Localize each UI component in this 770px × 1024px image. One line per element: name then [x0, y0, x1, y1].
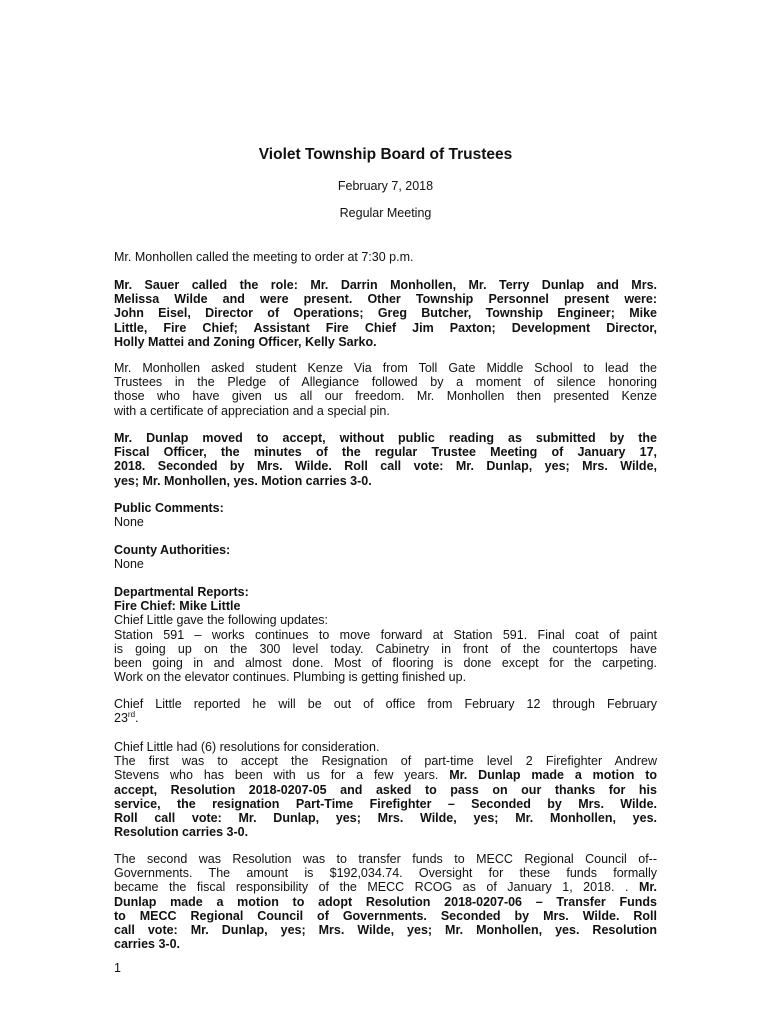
text-line: Holly Mattei and Zoning Officer, Kelly Sarko. [114, 334, 377, 349]
text-line [114, 825, 657, 839]
county-authorities-heading: County Authorities: [114, 543, 231, 557]
date-period: . [135, 711, 139, 726]
page-number: 1 [114, 961, 121, 975]
pledge-paragraph [114, 361, 657, 418]
text-line [114, 811, 657, 825]
text-line [114, 866, 657, 880]
text-line [114, 783, 657, 797]
public-comments-section [114, 501, 657, 529]
text-line: Chief Little reported he will be out of office from February 12 through February [114, 697, 657, 711]
text-line: Trustees in the Pledge of Allegiance followed by a moment of silence honoring [114, 375, 657, 390]
document-title: Violet Township Board of Trustees [258, 146, 513, 163]
text-span: Roll call vote: Mr. Dunlap, yes; Mrs. Wilde, yes; Mr. Monhollen, yes. [114, 811, 657, 826]
text-line: Work on the elevator continues. Plumbing is getting finished up. [114, 670, 467, 685]
out-of-office-paragraph [114, 697, 657, 725]
resolutions-intro: Chief Little had (6) resolutions for consideration. [114, 740, 380, 754]
text-line [114, 895, 657, 909]
text-span: accept, Resolution 2018-0207-05 and asked to pass on our thanks for his [114, 782, 657, 797]
text-line: with a certificate of appreciation and a special pin. [114, 403, 390, 418]
text-span: service, the resignation Part-Time Firefighter – Seconded by Mrs. Wilde. [114, 796, 657, 811]
meeting-date: February 7, 2018 [337, 179, 434, 193]
text-line [114, 711, 657, 725]
call-to-order: Mr. Monhollen called the meeting to order at 7:30 p.m. [114, 250, 414, 264]
text-span: The second was Resolution was to transfer funds to MECC Regional Council of-- [114, 852, 657, 866]
date-day: 23 [114, 711, 128, 726]
meeting-type: Regular Meeting [339, 206, 432, 220]
text-line: is going up on the 300 level today. Cabinetry in front of the countertops have [114, 641, 657, 656]
public-comments-heading: Public Comments: [114, 501, 224, 515]
fire-chief-subheading: Fire Chief: Mike Little [114, 599, 241, 614]
text-line: been going in and almost done. Most of flooring is done except for the carpeting. [114, 656, 657, 671]
text-line [114, 909, 657, 923]
roll-call-paragraph [114, 278, 657, 349]
text-line: yes; Mr. Monhollen, yes. Motion carries 3-0. [114, 473, 372, 488]
departmental-reports-section [114, 585, 657, 684]
text-span: Stevens who has been with us for a few years. [114, 768, 450, 783]
text-span: Mr. Dunlap made a motion to [449, 768, 657, 783]
text-line: Melissa Wilde and were present. Other Township Personnel present were: [114, 292, 657, 307]
county-authorities-section [114, 543, 657, 571]
text-line [114, 852, 657, 866]
text-line [114, 768, 657, 782]
text-line: Station 591 – works continues to move forward at Station 591. Final coat of paint [114, 627, 657, 642]
public-comments-text: None [114, 515, 144, 530]
text-span: Resolution carries 3-0. [114, 825, 249, 840]
updates-intro: Chief Little gave the following updates: [114, 613, 329, 628]
text-line: Mr. Monhollen asked student Kenze Via from Toll Gate Middle School to lead the [114, 361, 657, 375]
text-line [114, 923, 657, 937]
text-span: carries 3-0. [114, 937, 181, 952]
first-resolution-paragraph [114, 740, 657, 839]
text-span: Governments. The amount is $192,034.74. Oversight for these funds formally [114, 866, 657, 881]
text-span: call vote: Mr. Dunlap, yes; Mrs. Wilde, yes; Mr. Monhollen, yes. Resolution [114, 923, 657, 938]
text-span: became the fiscal responsibility of the MECC RCOG as of January 1, 2018. . [114, 880, 639, 895]
text-line [114, 880, 657, 894]
text-line: Mr. Dunlap moved to accept, without public reading as submitted by the [114, 431, 657, 445]
text-line [114, 754, 657, 768]
text-line [114, 937, 657, 951]
text-span: Dunlap made a motion to adopt Resolution 2018-0207-06 – Transfer Funds [114, 894, 657, 909]
county-authorities-text: None [114, 557, 144, 572]
text-span: to MECC Regional Council of Governments. Seconded by Mrs. Wilde. Roll [114, 908, 657, 923]
text-line: Little, Fire Chief; Assistant Fire Chief Jim Paxton; Development Director, [114, 320, 657, 335]
minutes-motion-paragraph [114, 431, 657, 488]
text-span: Mr. [638, 880, 657, 895]
text-line: Mr. Sauer called the role: Mr. Darrin Monhollen, Mr. Terry Dunlap and Mrs. [114, 278, 657, 292]
date-ordinal: rd [127, 710, 136, 720]
text-line: John Eisel, Director of Operations; Greg Butcher, Township Engineer; Mike [114, 306, 657, 321]
second-resolution-paragraph [114, 852, 657, 951]
text-line: those who have given us all our freedom. Mr. Monhollen then presented Kenze [114, 389, 657, 404]
text-span: The first was to accept the Resignation of part-time level 2 Firefighter Andrew [114, 754, 657, 769]
text-line: 2018. Seconded by Mrs. Wilde. Roll call vote: Mr. Dunlap, yes; Mrs. Wilde, [114, 459, 657, 474]
text-line: Fiscal Officer, the minutes of the regular Trustee Meeting of January 17, [114, 445, 657, 460]
text-line [114, 797, 657, 811]
departmental-heading: Departmental Reports: [114, 585, 249, 599]
